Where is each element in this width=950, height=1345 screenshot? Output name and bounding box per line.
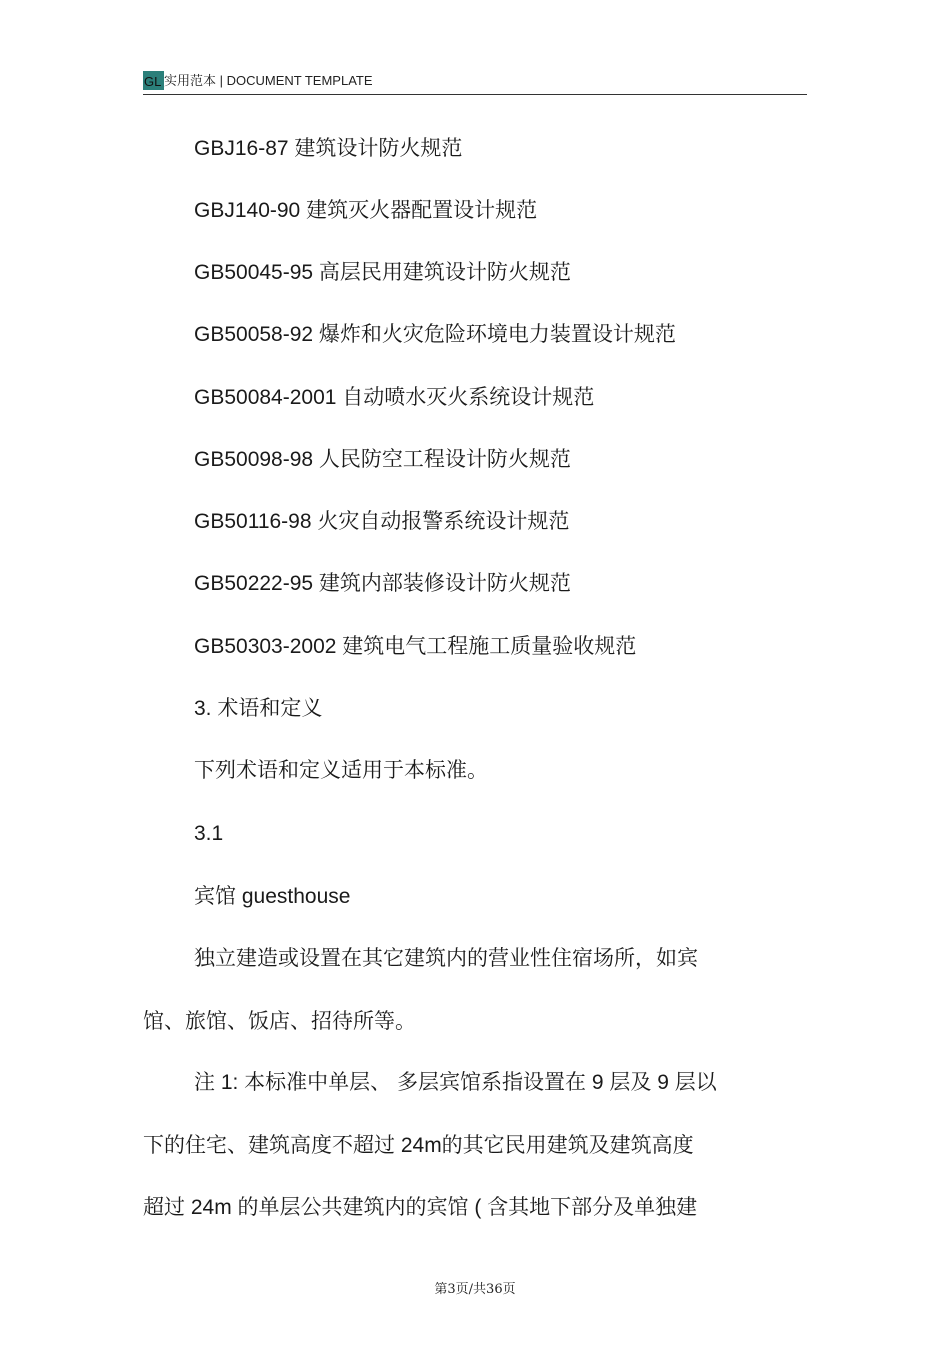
note-line-2: 下的住宅、建筑高度不超过 24m的其它民用建筑及建筑高度 [143,1134,694,1157]
page-header [143,70,807,95]
text-line-7: GB50116-98 火灾自动报警系统设计规范 [194,510,570,533]
text-line-8: GB50222-95 建筑内部装修设计防火规范 [194,572,571,595]
definition-line-1: 独立建造或设置在其它建筑内的营业性住宿场所，如宾 [194,947,698,970]
text-line-9: GB50303-2002 建筑电气工程施工质量验收规范 [194,635,637,658]
definition-line-2: 馆、旅馆、饭店、招待所等。 [143,1010,416,1033]
text-line-2: GBJ140-90 建筑灭火器配置设计规范 [194,199,538,222]
logo-badge [143,71,164,90]
section-heading: 3. 术语和定义 [194,697,323,720]
clause-number: 3.1 [194,822,224,845]
page-number: 第3页/共36页 [434,1282,516,1297]
text-line-6: GB50098-98 人民防空工程设计防火规范 [194,448,571,471]
header-title: 实用范本 | DOCUMENT TEMPLATE [164,73,373,88]
text-line-11: 下列术语和定义适用于本标准。 [194,759,488,782]
text-line-5: GB50084-2001 自动喷水灭火系统设计规范 [194,386,595,409]
term-title: 宾馆 guesthouse [194,885,351,908]
note-line-1: 注 1: 本标准中单层、 多层宾馆系指设置在 9 层及 9 层以 [194,1071,717,1094]
note-line-3: 超过 24m 的单层公共建筑内的宾馆 ( 含其地下部分及单独建 [143,1196,698,1219]
text-line-3: GB50045-95 高层民用建筑设计防火规范 [194,261,571,284]
text-line-1: GBJ16-87 建筑设计防火规范 [194,137,463,160]
text-line-4: GB50058-92 爆炸和火灾危险环境电力装置设计规范 [194,323,676,346]
logo-text: GL [144,74,162,89]
